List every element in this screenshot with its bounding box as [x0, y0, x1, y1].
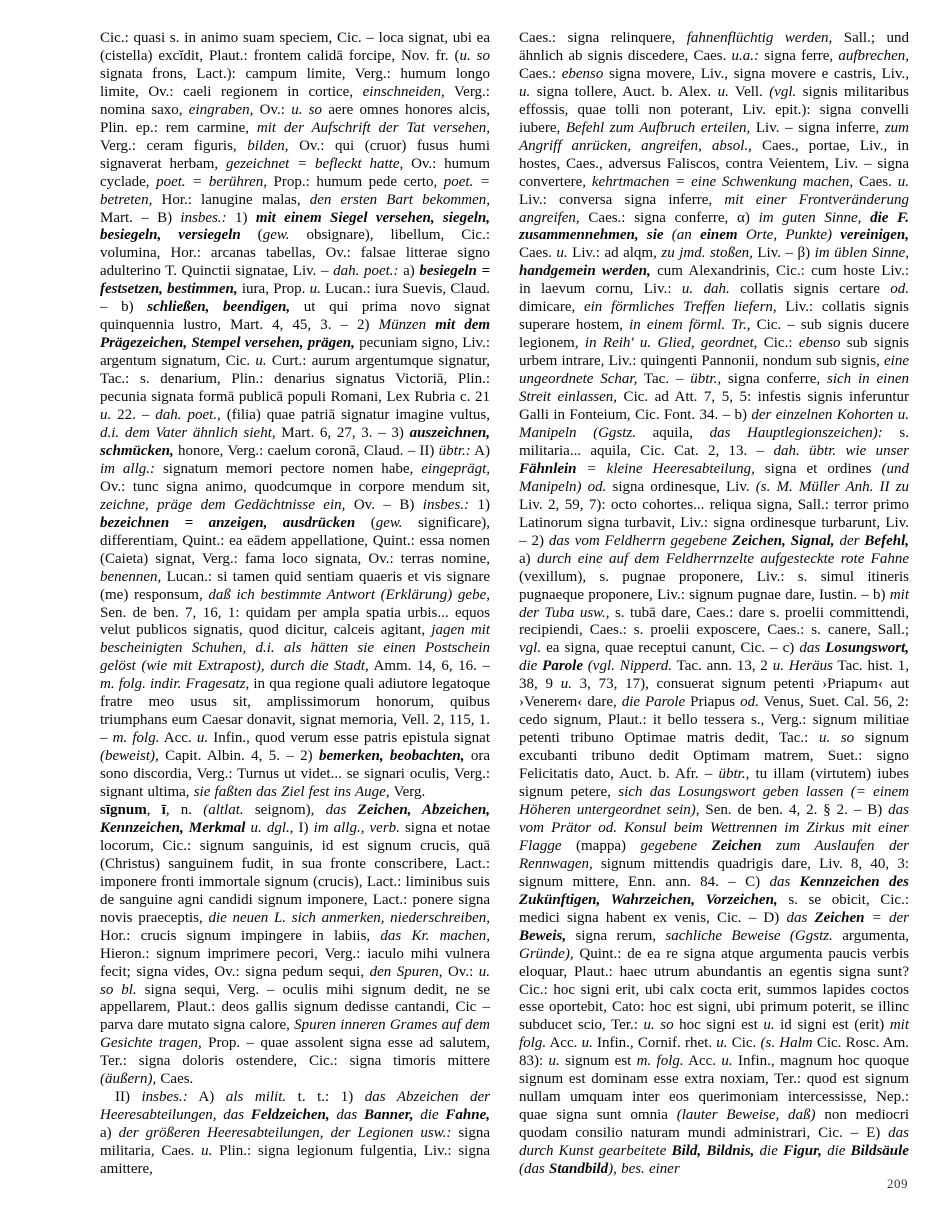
dictionary-paragraph: Caes.: signa relinquere, fahnenflüchtig werden, Sall.; und ähnlich ab signis discedere, Caes. u.a.: signa ferre, aufbrechen, Caes.: ebenso signa movere, Liv., signa movere e castris, Liv., u. signa tollere, Auct. b. Alex. u. Vell. (vgl. signis militaribus effossis, quae tolli non poterant, Liv. epit.): signa convelli iubere, Befehl zum Aufbruch erteilen, Liv. – signa inferre, zum Angriff anrücken, angreifen, absol., Caes., portae, Liv., in hostes, Caes., adversus Faliscos, contra Veientem, Liv. – signa convertere, kehrtmachen = eine Schwenkung machen, Caes. u. Liv.: conversa signa inferre, mit einer Frontveränderung angreifen, Caes.: signa conferre, α) im guten Sinne, die F. zusammennehmen, sie (an einem Orte, Punkte) vereinigen, Caes. u. Liv.: ad alqm, zu jmd. stoßen, Liv. – β) im üblen Sinne, handgemein werden, cum Alexandrinis, Cic.: cum hoste Liv.: in laevum cornu, Liv.: u. dah. collatis signis certare od. dimicare, ein förmliches Treffen liefern, Liv.: collatis signis superare hostem, in einem förml. Tr., Cic. – sub signis ducere legionem, in Reih' u. Glied, geordnet, Cic.: ebenso sub signis urbem intrare, Liv.: quingenti Pannonii, nondum sub signis, eine ungeordnete Schar, Tac. – übtr., signa conferre, sich in einen Streit einlassen, Cic. ad Att. 7, 5, 5: infestis signis inferuntur Galli in Fonteium, Cic. Font. 34. – b) der einzelnen Kohorten u. Manipeln (Ggstz. aquila, das Hauptlegionszeichen): s. militaria... aquila, Cic. Cat. 2, 13. – dah. übtr. wie unser Fähnlein = kleine Heeresabteilung, signa et ordines (und Manipeln) od. signa ordinesque, Liv. (s. M. Müller Anh. II zu Liv. 2, 59, 7): octo cohortes... reliqua signa, Sall.: terror primo Latinorum signa turbavit, Liv.: signa ordinesque turbarunt, Liv. – 2) das vom Feldherrn gegebene Zeichen, Signal, der Befehl, a) durch eine auf dem Feldherrnzelte aufgesteckte rote Fahne (vexillum), s. pugnae proponere, Liv.: s. simul itineris pugnaeque proponere, Liv.: signum pugnae dare, Iustin. – b) mit der Tuba usw., s. tubā dare, Caes.: dare s. proelii committendi, recipiendi, Caes.: s. proelii exposcere, Caes.: s. canere, Sall.; vgl. ea signa, quae receptui canunt, Cic. – c) das Losungswort, die Parole (vgl. Nipperd. Tac. ann. 13, 2 u. Heräus Tac. hist. 1, 38, 9 u. 3, 73, 17), consuerat signum petenti ›Priapum‹ aut ›Venerem‹ dare, die Parole Priapus od. Venus, Suet. Cal. 56, 2: cedo signum, Plaut.: it bello tessera s., Verg.: signum militiae petenti tribuno Optimae matris dedit, Tac.: u. so signum excubanti tribuno dedit Optimam matrem, Suet.: signo Felicitatis dato, Auct. b. Afr. – übtr., tu illam (virtutem) iubes signum petere, sich das Losungswort geben lassen (= einem Höheren untergeordnet sein), Sen. de ben. 4, 2. § 2. – B) das vom Prätor od. Konsul beim Wettrennen im Zirkus mit einer Flagge (mappa) gegebene Zeichen zum Auslaufen der Rennwagen, signum mittendis quadrigis dare, Liv. 8, 40, 3: signum mittere, Enn. ann. 84. – C) das Kennzeichen des Zukünftigen, Wahrzeichen, Vorzeichen, s. se obicit, Cic.: medici signa habent ex venis, Cic. – D) das Zeichen = der Beweis, signa rerum, sachliche Beweise (Ggstz. argumenta, Gründe), Quint.: de ea re signa atque argumenta paucis verbis eloquar, Plaut.: haec utrum abundantis an egentis signa sunt? Cic.: hoc signi erit, ubi calx cocta erit, summos lapides coctos esse oportebit, Cato: hoc est signi, ubi primum poterit, se illinc subducet scio, Ter.: u. so hoc signi est u. id signi est (erit) mit folg. Acc. u. Infin., Cornif. rhet. u. Cic. (s. Halm Cic. Rosc. Am. 83): u. signum est m. folg. Acc. u. Infin., magnum hoc quoque signum est dominam esse extra noxiam, Ter.: quod est signum nullam umquam inter eos querimoniam intercessisse, Nep.: quae signa sunt omnia (lauter Beweise, daß) non mediocri quodam consilio naturam mundi administrari, Cic. – E) das durch Kunst gearbeitete Bild, Bildnis, die Figur, die Bildsäule (das Standbild), bes. einer	[519, 30, 910, 1178]
dictionary-paragraph: Cic.: quasi s. in animo suam speciem, Cic. – loca signat, ubi ea (cistella) excĭdit, Plaut.: frontem calidā forcipe, Nov. fr. (u. so signata frons, Lact.): campum limite, Verg.: humum longo limite, Ov.: caeli regionem in cortice, einschneiden, Verg.: nomina saxo, eingraben, Ov.: u. so aere omnes honores alcis, Plin. ep.: rem carmine, mit der Aufschrift der Tat versehen, Verg.: ceram figuris, bilden, Ov.: qui (cruor) fusus humi signaverat herbam, gezeichnet = befleckt hatte, Ov.: humum cyclade, poet. = berühren, Prop.: humum pede certo, poet. = betreten, Hor.: lanugine malas, den ersten Bart bekommen, Mart. – B) insbes.: 1) mit einem Siegel versehen, siegeln, besiegeln, versiegeln (gew. obsignare), libellum, Cic.: volumina, Hor.: arcanas tabellas, Ov.: falsae litterae signo adulterino T. Quinctii signatae, Liv. – dah. poet.: a) besiegeln = festsetzen, bestimmen, iura, Prop. u. Lucan.: iura Suevis, Claud. – b) schließen, beendigen, ut qui prima novo signat quinquennia lustro, Mart. 4, 45, 3. – 2) Münzen mit dem Prägezeichen, Stempel versehen, prägen, pecuniam signo, Liv.: argentum signatum, Cic. u. Curt.: aurum argentumque signatur, Tac.: s. denarium, Plin.: denarius signatus Victoriā, Plin.: pecunia signata formā publicā populi Romani, Lex Rubria c. 21 u. 22. – dah. poet., (filia) quae patriā signatur imagine vultus, d.i. dem Vater ähnlich sieht, Mart. 6, 27, 3. – 3) auszeichnen, schmücken, honore, Verg.: caelum coronā, Claud. – II) übtr.: A) im allg.: signatum memori pectore nomen habe, eingeprägt, Ov.: tunc signa animo, quodcumque in corpore mendum sit, zeichne, präge dem Gedächtnisse ein, Ov. – B) insbes.: 1) bezeichnen = anzeigen, ausdrücken (gew. significare), differentiam, Quint.: ea eādem appellatione, Quint.: essa nomen (Caieta) signat, Verg.: fama loco signata, Ov.: terras nomine, benennen, Lucan.: si tamen quid sentiam quaeris et vis signare (me) responsum, daß ich bestimmte Antwort (Erklärung) gebe, Sen. de ben. 7, 16, 1: quidam per ampla spatia urbis... equos velut publicos signatis, quod dicitur, calceis agitant, jagen mit bescheinigten Schuhen, d.i. als hätten sie einen Postschein gelöst (wie mit Extrapost), durch die Stadt, Amm. 14, 6, 16. – m. folg. indir. Fragesatz, in qua regione quali adiutore legatoque fratre meo usus sit, amplissimorum honorum, quibus triumphans eum Caesar donavit, signat memoria, Vell. 2, 115, 1. – m. folg. Acc. u. Infin., quod verum esse patris epistula signat (beweist), Capit. Albin. 4, 5. – 2) bemerken, beobachten, ora sono discordia, Verg.: Turnus ut videt... se signari oculis, Verg.: signant ultima, sie faßten das Ziel fest ins Auge, Verg.	[100, 30, 491, 801]
dictionary-paragraph: sīgnum, ī, n. (altlat. seignom), das Zeichen, Abzeichen, Kennzeichen, Merkmal u. dgl., I) im allg., verb. signa et notae locorum, Cic.: signum sanguinis, id est signum crucis, quā (Christus) sanguinem fudit, in sua fronte conscribere, Lact.: imponere fronti immortale signum (crucis), Lact.: liminibus suis de sanguine agni candidi signum imponere, Lact.: ponere signa novis praeceptis, die neuen L. sich anmerken, niederschreiben, Hor.: crucis signum impingere in labiis, das Kr. machen, Hieron.: signum imprimere pecori, Verg.: iaculo mihi vulnera fecit; signa vides, Ov.: signa pedum sequi, den Spuren, Ov.: u. so bl. signa sequi, Verg. – oculis mihi signum dedit, ne se appellarem, Plaut.: deos gallis signum dedisse cantandi, Cic – parva dare mutato signa calore, Spuren inneren Grames auf dem Gesichte tragen, Prop. – quae assolent signa esse ad salutem, Ter.: signa doloris ostendere, Cic.: signa timoris mittere (äußern), Caes.	[100, 801, 491, 1088]
left-column	[100, 30, 490, 1179]
right-column	[519, 30, 909, 1179]
dictionary-paragraph: II) insbes.: A) als milit. t. t.: 1) das Abzeichen der Heeresabteilungen, das Feldzeichen, das Banner, die Fahne, a) der größeren Heeresabteilungen, der Legionen usw.: signa militaria, Caes. u. Plin.: signa legionum fulgentia, Liv.: signa amittere,	[100, 1089, 490, 1178]
page-number: 209	[887, 1176, 908, 1191]
